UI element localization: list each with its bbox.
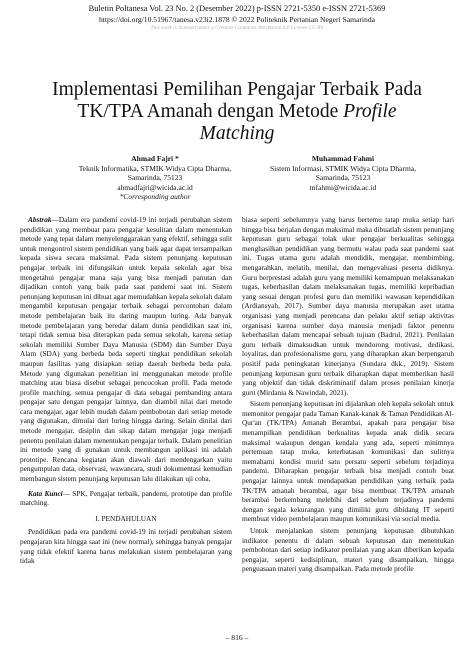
author-city: Samarinda, 75123 [127,173,183,183]
author-affiliation: Sistem Informasi, STMIK Widya Cipta Dharma, [270,163,416,173]
author-block-1 [60,154,250,202]
body-paragraph-2: Sistem penunjang keputusan ini dijalankan oleh kepala sekolah untuk memonitor pengajar pada Taman Kanak-kanak & Taman Pendidikan Al-Qur'an (TK/TPA) Amanah Berambai, apakah para pengajar bisa menampilkan pendidikan berkualitas kepada anak didik secara maksimal walaupun dengan kendala yang ada, seperti minimnya pertemuan tatap muka, keterbatasan komunikasi dan sulitnya memahami kondisi murid satu persatu seperti sebelum terjadinya pandemi. Diharapkan pengajar terbaik bisa menjadi contoh buat pengajar lainnya untuk mendapatkan pendidikan yang terbaik pada TK/TPA amanah berambai, agar bisa membuat TK/TPA amanah berambai berkembang melebihi dari sebelum terjadinya pandemi dengan segala kekurangan yang dimiliki guru dibidang IT seperti membuat video pembelajaran maupun komunikasi via social media. [242,399,454,524]
section-heading: I. PENDAHULUAN [95,513,157,523]
left-column [20,215,232,568]
intro-paragraph: Pendidikan pada era pandemi covid-19 ini terjadi perubahan sistem pengajaran kita hingga saat ini (new normal), sehingga banyak pengajar yang tidak efektif karena harus melakukan sistem pembelajaran yang tidak [20,527,232,566]
license-line[interactable]: This work is licensed under a Creative Commons Attribution 4.0 License CC BY [150,25,324,31]
title-line-1: Implementasi Pemilihan Pengajar Terbaik Pada [52,79,422,100]
author-affiliation: Teknik Informatika, STMIK Widya Cipta Dharma, [78,163,232,173]
journal-header: Buletin Poltanesa Vol. 23 No. 2 (Desember 2022) p-ISSN 2721-5350 e-ISSN 2721-5369 [88,4,386,13]
paper-title [20,79,454,145]
title-line-2-text: TK/TPA Amanah dengan Metode [77,101,344,122]
title-line-3 [20,123,454,145]
title-line-2-italic: Profile [343,101,397,122]
author-name: Ahmad Fajri * [131,154,179,163]
corresponding-note: *Corresponding author [119,192,191,202]
author-email[interactable]: mfahmi@wicida.ac.id [309,182,377,192]
page-number: – 816 – [225,633,249,642]
author-block-2 [248,154,438,192]
keywords-label: Kata Kunci [28,488,63,498]
doi-line[interactable]: https://doi.org/10.51967/tanesa.v23i2.1878 © 2022 Politeknik Pertanian Negeri Samarinda [98,15,375,24]
body-paragraph-1: biasa seperti sebelumnya yang harus bertemu tatap muka setiap hari hingga bisa berjalan dengan maksimal maka dibuatlah sistem penunjang keputusan guru sebagai tolak ukur pengajar berkualitas sehingga menghasilkan pendidikan yang bermutu walau pada saat pandemi saat ini. Tugas utama guru adalah mendidik, mengajar, membimbing, mengarahkan, melatih, menilai, dan mengevaluasi peserta didiknya. Guru berprestasi adalah guru yang memiliki kemampuan melaksanakan tugas, keberhasilan dalam melaksanakan tugas, memiliki kepribadian yang sesuai dengan profesi guru dan memiliki wawasan kependidikan (Ardiansyah, 2017). Sumber daya manusia merupakan aset utama organisasi yang menjadi perencana dan pelaku aktif setiap aktivitas organisasi karena sumber daya manusia menjadi faktor penentu keberhasilan dalam mencapai sebuah tujuan (Badrul, 2021). Penilaian guru terbaik dimaksudkan untuk mendorong motivasi, dedikasi, loyalitas, dan profesionalisme guru, yang diharapkan akan berpengaruh positif pada peningkatan kinerjanya (Sundara dkk., 2019). Sistem penunjang keputusan guru terbaik diharapkan dapat memberikan hasil yang objektif dan tidak diskriminatif dalam proses penilaian kinerja guru (Mirdania & Nawindah, 2021). [242,215,454,397]
author-email[interactable]: ahmadfajri@wicida.ac.id [117,182,193,192]
title-line-3-italic: Matching [199,123,275,144]
abstract [20,215,232,484]
abstract-text: —Dalam era pandemi covid-19 ini terjadi perubahan sistem pendidikan yang membuat para pengajar kesulitan dalam menentukan metode yang tepat dalam menyelenggarakan yang efektif, sehingga sulit untuk mengontrol sistem pendidikan yang baik agar dapat tersampaikan kepada siswa secara maksimal. Pada sistem penunjang keputusan pengajar terbaik ini difungsikan untuk kepala sekolah agar bisa mengetahui pengajar mana saja yang bisa menjadi panutan dan dijadikan contoh yang baik pada saat pandemi saat ini. Sistem penunjang keputusan ini dibuat agar memudahkan kepala sekolah dalam mengambil keputusan pengajar terbaik sebagai percontohan dalam metode pembelajaran baik itu daring maupun luring. Ada banyak metode pembelajaran yang beredar dalam dunia pendidikan saat ini, tetapi tidak semua bisa diterapkan pada semua sekolah, karena setiap sekolah memiliki Sumber Daya Manusia (SDM) dan Sumber Daya Alam (SDA) yang berbeda beda seperti tingkat pendidikan sekolah maupun fasilitas yang disiapkan setiap daerah berbeda beda pula. Metode yang digunakan penelitian ini menggunakan metode profile matching atau biasa disebut sebagai pencocokan profil. Pada metode profile matching, semua pengajar di data sebagai pembanding antara pengajar satu dengan pengajar lainnya, dan diambil nilai dari metode cara mengajar, agar lebih mudah dalam pembobotan dari setiap metode yang digunakan, dimulai dari luring hingga daring. Selain dinilai dari metode mengajar, disiplin dan sikap dalam mengajar juga menjadi penentu penilaian dalam menentukan pengajar terbaik. Dalam penelitian ini metode yang di gunakan untuk membangun aplikasi ini adalah prototipe. Rencana kegiatan akan diawali dari mendengarkan yaitu pengumpulan data, observasi, wawancara, studi dokumentasi kemudian membangun sistem penunjang keputusan lalu dilakukan uji coba. [20,215,232,484]
keywords-text: — SPK, Pengajar terbaik, pandemi, prototipe dan profile matching. [20,488,233,508]
author-city: Samarinda, 75123 [315,173,371,183]
right-column [242,215,454,576]
keywords [20,489,232,508]
body-paragraph-3: Untuk menjalankan sistem penunjang keputusan dibutuhkan indikator penentu di dalam sebuah keputusan dan menentukan pembobotan dari setiap indikator penilaian yang akan diberikan kepada pengajar, seperti kedisiplinan, materi yang disampaikan, hingga penguasaan materi yang disampaikan. Pada metode profile [242,526,454,574]
author-name: Muhammad Fahmi [311,154,375,163]
abstract-label: Abstrak [28,215,52,224]
title-line-2 [20,101,454,123]
